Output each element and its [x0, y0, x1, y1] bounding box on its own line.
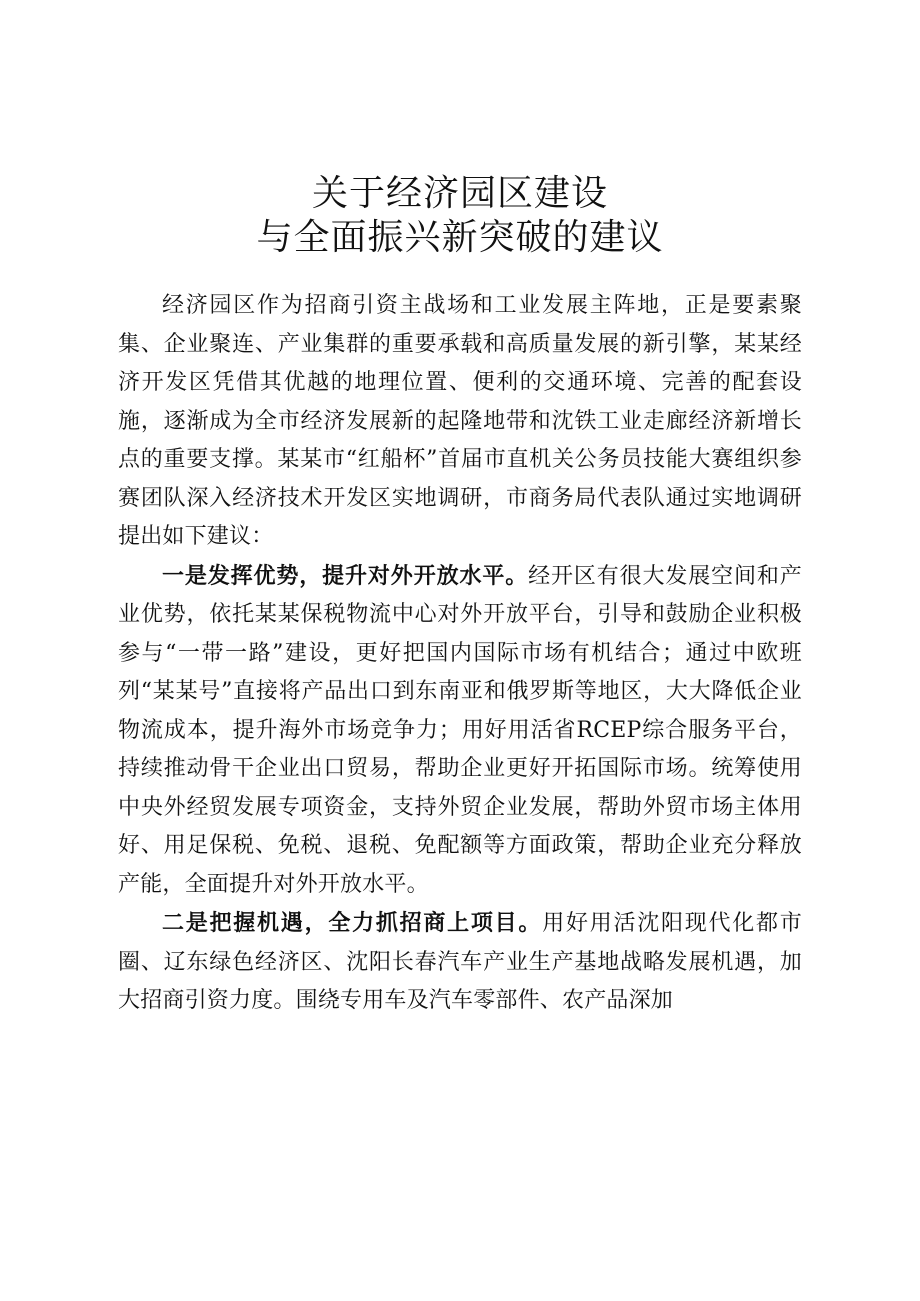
- paragraph-point-2-heading: 二是把握机遇，全力抓招商上项目。: [162, 910, 543, 936]
- title-line-2: 与全面振兴新突破的建议: [256, 217, 664, 259]
- document-body: [118, 287, 802, 1021]
- paragraph-point-2-text: 用好用活沈阳现代化都市圈、辽东绿色经济区、沈阳长春汽车产业生产基地战略发展机遇，加大招商引资力度。围绕专用车及汽车零部件、农产品深加: [118, 911, 803, 1013]
- paragraph-point-1-text: 经开区有很大发展空间和产业优势，依托某某保税物流中心对外开放平台，引导和鼓励企业积极参与“一带一路”建设，更好把国内国际市场有机结合；通过中欧班列“某某号”直接将产品出口到东南亚和俄罗斯等地区，大大降低企业物流成本，提升海外市场竞争力；用好用活省RCEP综合服务平台，持续推动骨干企业出口贸易，帮助企业更好开拓国际市场。统筹使用中央外经贸发展专项资金，支持外贸企业发展，帮助外贸市场主体用好、用足保税、免税、退税、免配额等方面政策，帮助企业充分释放产能，全面提升对外开放水平。: [118, 563, 803, 897]
- paragraph-intro-text: 经济园区作为招商引资主战场和工业发展主阵地，正是要素聚集、企业聚连、产业集群的重要承载和高质量发展的新引擎，某某经济开发区凭借其优越的地理位置、便利的交通环境、完善的配套设施，逐渐成为全市经济发展新的起隆地带和沈铁工业走廊经济新增长点的重要支撑。某某市“红船杯”首届市直机关公务员技能大赛组织参赛团队深入经济技术开发区实地调研，市商务局代表队通过实地调研提出如下建议：: [118, 293, 802, 549]
- paragraph-point-1-heading: 一是发挥优势，提升对外开放水平。: [162, 562, 529, 589]
- document-title: [0, 172, 920, 260]
- paragraph-intro: [118, 287, 802, 557]
- paragraph-point-1: [118, 557, 802, 905]
- paragraph-point-2: [118, 904, 802, 1021]
- title-line-1: 关于经济园区建设: [311, 173, 608, 215]
